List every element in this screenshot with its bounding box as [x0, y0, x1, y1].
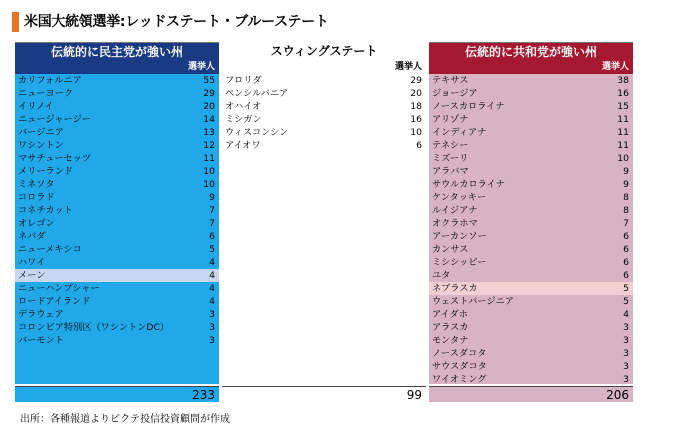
democrat-total: 233	[15, 386, 219, 402]
table-row	[15, 165, 219, 178]
state-name: ウェストバージニア	[432, 296, 514, 307]
electoral-votes: 5	[623, 296, 629, 307]
table-row	[429, 295, 633, 308]
electoral-votes: 3	[623, 322, 629, 333]
table-row	[429, 126, 633, 139]
table-row	[15, 204, 219, 217]
electoral-votes: 11	[617, 114, 629, 125]
state-name: サウルカロライナ	[432, 179, 505, 190]
republican-header: 伝統的に共和党が強い州	[429, 42, 633, 60]
table-row	[429, 74, 633, 87]
electoral-votes: 11	[617, 127, 629, 138]
state-name: ネバダ	[18, 231, 46, 242]
electoral-votes: 4	[209, 257, 215, 268]
state-name: モンタナ	[432, 335, 469, 346]
state-name: バーモント	[18, 335, 64, 346]
table-row	[429, 217, 633, 230]
table-row	[15, 178, 219, 191]
state-name: ノースカロライナ	[432, 101, 505, 112]
republican-rows	[429, 74, 633, 384]
electoral-votes: 5	[623, 283, 629, 294]
state-name: オハイオ	[225, 101, 262, 112]
table-row	[429, 165, 633, 178]
state-name: ニューメキシコ	[18, 244, 82, 255]
state-name: ニューハンプシャー	[18, 283, 100, 294]
state-name: ミシシッピー	[432, 257, 487, 268]
state-name: メリーランド	[18, 166, 74, 177]
state-name: アイダホ	[432, 309, 468, 320]
table-row	[222, 113, 426, 126]
table-row	[222, 87, 426, 100]
table-row	[429, 191, 633, 204]
state-name: ノースダコタ	[432, 348, 487, 359]
table-row	[429, 334, 633, 347]
electoral-votes: 16	[617, 88, 629, 99]
table-row	[15, 152, 219, 165]
electoral-votes: 4	[623, 309, 629, 320]
state-name: アラバマ	[432, 166, 469, 177]
table-row	[429, 100, 633, 113]
electoral-votes: 16	[410, 114, 422, 125]
electoral-votes: 10	[203, 179, 215, 190]
table-row	[429, 113, 633, 126]
democrat-subheader: 選挙人	[15, 60, 219, 74]
electoral-votes: 4	[209, 283, 215, 294]
state-name: ミネソタ	[18, 179, 55, 190]
table-row	[429, 269, 633, 282]
state-name: ウィスコンシン	[225, 127, 289, 138]
table-row	[15, 217, 219, 230]
democrat-header: 伝統的に民主党が強い州	[15, 42, 219, 60]
electoral-votes: 55	[203, 75, 215, 86]
table-row	[429, 230, 633, 243]
table-row	[222, 100, 426, 113]
state-name: ロードアイランド	[18, 296, 91, 307]
table-row	[15, 113, 219, 126]
title-accent-bar	[12, 12, 19, 32]
state-name: ルイジアナ	[432, 205, 478, 216]
electoral-votes: 6	[416, 140, 422, 151]
table-row	[429, 178, 633, 191]
state-name: ハワイ	[18, 257, 46, 268]
state-name: ニュージャージー	[18, 114, 91, 125]
electoral-votes: 3	[623, 348, 629, 359]
table-row	[15, 139, 219, 152]
table-row	[15, 230, 219, 243]
electoral-votes: 6	[623, 244, 629, 255]
state-name: アリゾナ	[432, 114, 469, 125]
state-name: ユタ	[432, 270, 451, 281]
table-row	[15, 334, 219, 347]
table-row	[15, 308, 219, 321]
table-row	[15, 126, 219, 139]
electoral-votes: 12	[203, 140, 215, 151]
state-name: ペンシルバニア	[225, 88, 289, 99]
swing-header: スウィングステート	[222, 42, 426, 60]
table-row	[15, 191, 219, 204]
state-name: ニューヨーク	[18, 88, 74, 99]
state-name: アーカンソー	[432, 231, 487, 242]
electoral-votes: 6	[623, 231, 629, 242]
table-row	[15, 256, 219, 269]
electoral-votes: 6	[623, 257, 629, 268]
state-name: カリフォルニア	[18, 75, 82, 86]
electoral-votes: 9	[623, 179, 629, 190]
electoral-votes: 6	[209, 231, 215, 242]
electoral-votes: 20	[203, 101, 215, 112]
electoral-votes: 5	[209, 244, 215, 255]
electoral-votes: 15	[617, 101, 629, 112]
electoral-votes: 8	[623, 192, 629, 203]
electoral-votes: 6	[623, 270, 629, 281]
electoral-votes: 10	[617, 153, 629, 164]
table-row	[15, 282, 219, 295]
state-name: ミズーリ	[432, 153, 469, 164]
electoral-votes: 3	[209, 309, 215, 320]
page-title: 米国大統領選挙:レッドステート・ブルーステート	[24, 14, 329, 30]
republican-subheader: 選挙人	[429, 60, 633, 74]
table-row	[429, 321, 633, 334]
table-row	[429, 360, 633, 373]
state-name: メーン	[18, 270, 46, 281]
table-row	[15, 87, 219, 100]
state-name: マサチューセッツ	[18, 153, 92, 164]
electoral-votes: 7	[623, 218, 629, 229]
state-name: アラスカ	[432, 322, 469, 333]
state-name: フロリダ	[225, 75, 262, 86]
state-name: アイオワ	[225, 140, 261, 151]
state-name: ネブラスカ	[432, 283, 478, 294]
swing-total: 99	[222, 386, 426, 402]
table-row	[429, 243, 633, 256]
table-row	[15, 269, 219, 282]
electoral-votes: 11	[203, 153, 215, 164]
electoral-votes: 3	[623, 361, 629, 372]
electoral-votes: 4	[209, 270, 215, 281]
table-row	[15, 243, 219, 256]
electoral-votes: 3	[209, 322, 215, 333]
state-name: コネチカット	[18, 205, 73, 216]
electoral-votes: 3	[623, 374, 629, 385]
table-row	[15, 321, 219, 334]
table-row	[222, 74, 426, 87]
electoral-votes: 11	[617, 140, 629, 151]
electoral-votes: 9	[209, 192, 215, 203]
electoral-votes: 20	[410, 88, 422, 99]
source-note: 出所：各種報道よりピクテ投信投資顧問が作成	[20, 414, 230, 425]
swing-subheader: 選挙人	[222, 60, 426, 74]
table-row	[429, 152, 633, 165]
table-row	[429, 139, 633, 152]
electoral-votes: 18	[410, 101, 422, 112]
state-name: ワイオミング	[432, 374, 487, 385]
table-row	[429, 308, 633, 321]
table-row	[15, 74, 219, 87]
state-name: コロンビア特別区（ワシントンDC）	[18, 322, 170, 333]
electoral-votes: 4	[209, 296, 215, 307]
electoral-votes: 9	[623, 166, 629, 177]
electoral-votes: 7	[209, 205, 215, 216]
state-name: ミシガン	[225, 114, 262, 125]
table-row	[15, 100, 219, 113]
table-row	[222, 139, 426, 152]
state-name: ケンタッキー	[432, 192, 487, 203]
table-row	[222, 126, 426, 139]
republican-column	[429, 42, 633, 402]
state-name: コロラド	[18, 192, 55, 203]
table-row	[429, 204, 633, 217]
electoral-votes: 13	[203, 127, 215, 138]
electoral-votes: 10	[410, 127, 422, 138]
table-row	[429, 256, 633, 269]
state-name: ジョージア	[432, 88, 478, 99]
democrat-rows	[15, 74, 219, 384]
democrat-column	[15, 42, 219, 402]
electoral-votes: 29	[410, 75, 422, 86]
state-name: オクラホマ	[432, 218, 478, 229]
electoral-votes: 38	[617, 75, 629, 86]
electoral-votes: 29	[203, 88, 215, 99]
state-name: ワシントン	[18, 140, 64, 151]
table-row	[429, 347, 633, 360]
republican-total: 206	[429, 386, 633, 402]
state-name: デラウェア	[18, 309, 64, 320]
swing-rows	[222, 74, 426, 384]
state-name: バージニア	[18, 127, 64, 138]
electoral-votes: 3	[209, 335, 215, 346]
state-name: イリノイ	[18, 101, 54, 112]
swing-column	[222, 42, 426, 402]
table-row	[15, 295, 219, 308]
state-name: テキサス	[432, 75, 469, 86]
electoral-votes: 7	[209, 218, 215, 229]
table-row	[429, 282, 633, 295]
electoral-votes: 8	[623, 205, 629, 216]
electoral-votes: 14	[203, 114, 215, 125]
state-name: オレゴン	[18, 218, 55, 229]
state-name: カンサス	[432, 244, 469, 255]
state-name: サウスダコタ	[432, 361, 487, 372]
electoral-votes: 10	[203, 166, 215, 177]
state-name: テネシー	[432, 140, 469, 151]
state-name: インディアナ	[432, 127, 487, 138]
table-row	[429, 373, 633, 386]
electoral-votes: 3	[623, 335, 629, 346]
table-row	[429, 87, 633, 100]
